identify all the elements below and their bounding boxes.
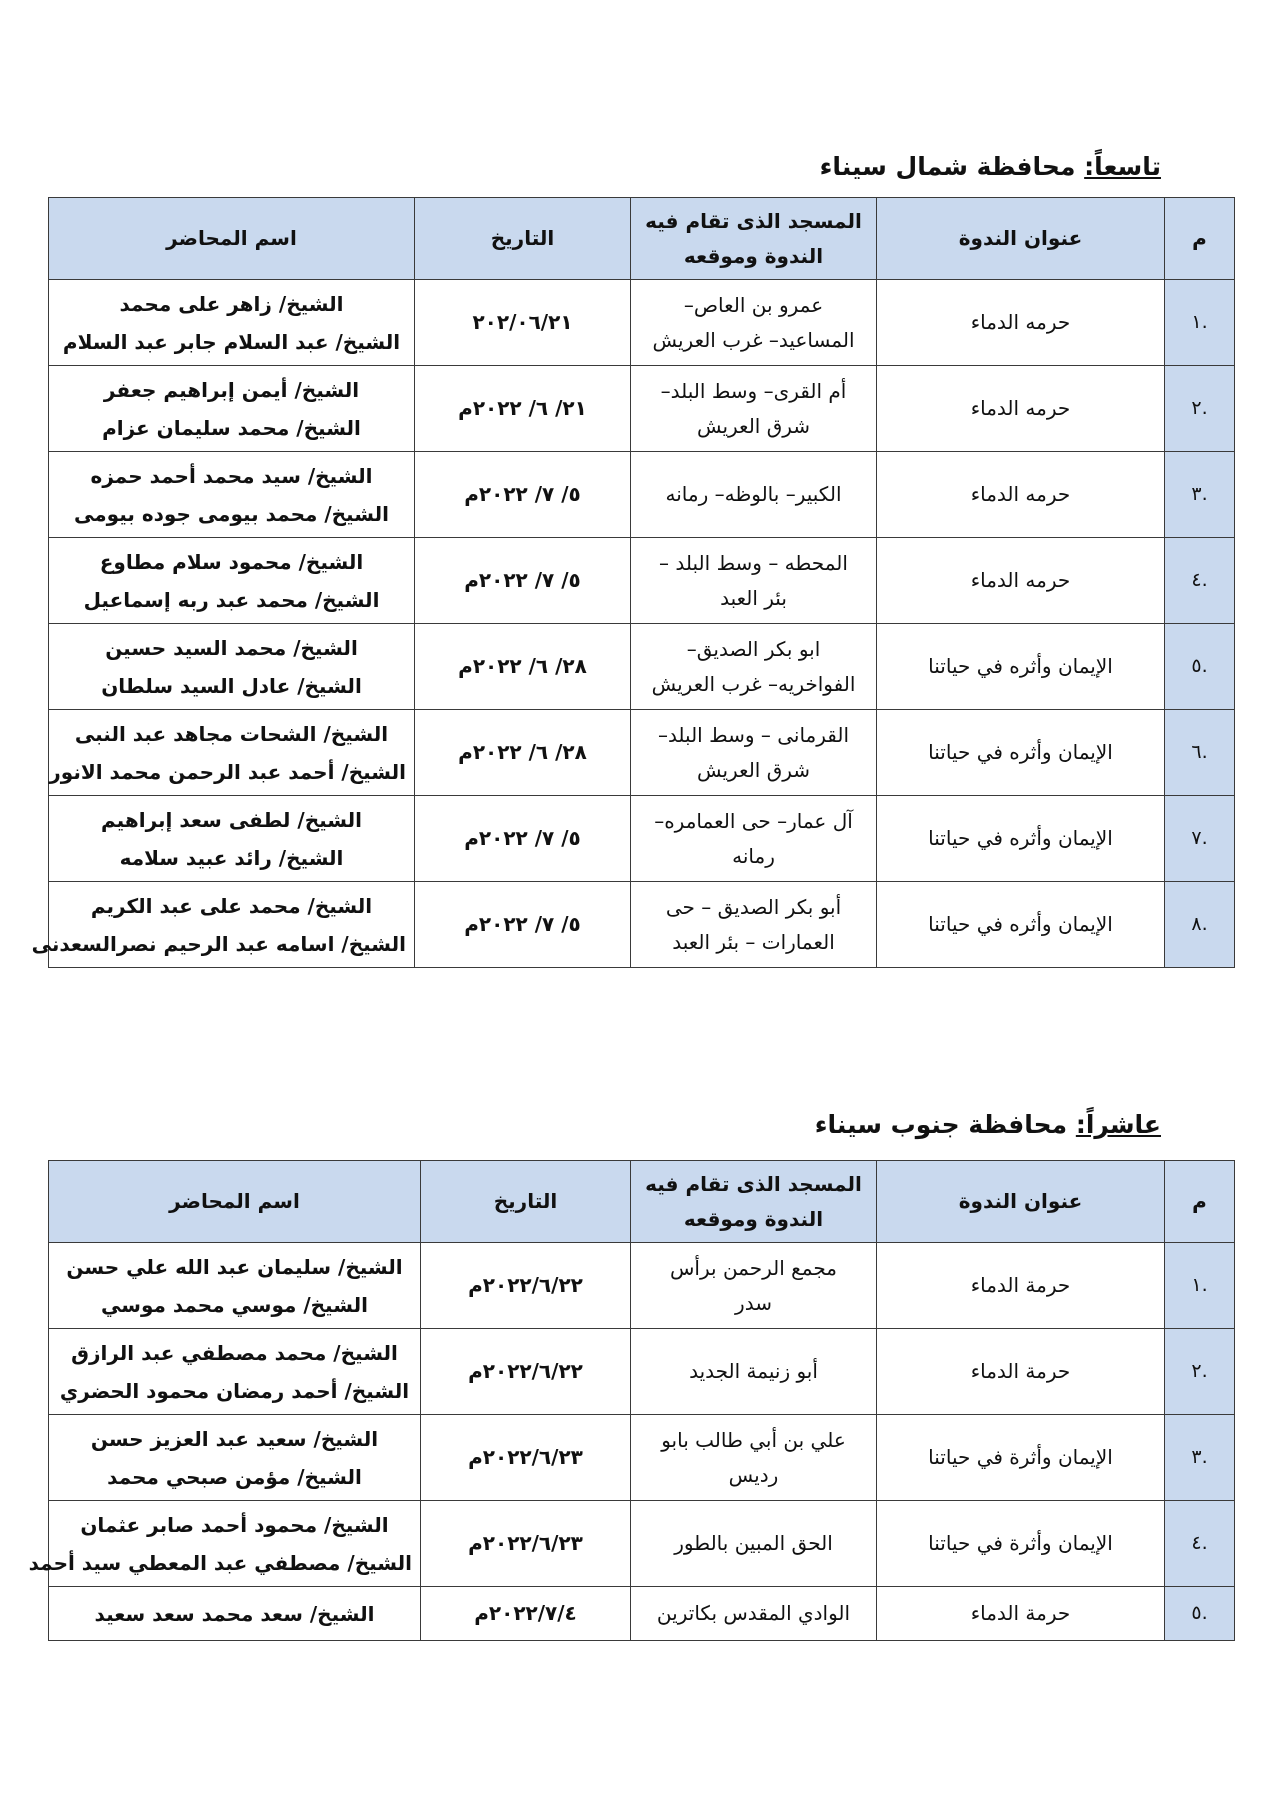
row-number: .٦ xyxy=(1165,710,1235,796)
lecturer-cell xyxy=(49,366,415,452)
lecturer-cell xyxy=(28,1501,421,1587)
mosque-line: علي بن أبي طالب بابو xyxy=(661,1427,846,1452)
north-sinai-title-text: محافظة شمال سيناء xyxy=(819,152,1076,181)
header-num: م xyxy=(1165,198,1235,280)
mosque-cell xyxy=(631,1415,877,1501)
mosque-line: آل عمار– حى العمامره– xyxy=(654,808,853,833)
lecturer-name: الشيخ/ أحمد رمضان محمود الحضري xyxy=(59,1378,410,1403)
mosque-line: شرق العريش xyxy=(696,413,811,438)
lecturer-name: الشيخ/ سعد محمد سعد سعيد xyxy=(94,1601,375,1626)
row-number: .٤ xyxy=(1165,538,1235,624)
mosque-line: الكبير– بالوظه– رمانه xyxy=(665,482,842,506)
table-row xyxy=(49,538,1235,624)
south-sinai-table xyxy=(28,1160,1235,1641)
lecturer-name: الشيخ/ أحمد عبد الرحمن محمد الانور xyxy=(49,759,406,784)
table-row xyxy=(49,366,1235,452)
south-sinai-title-ordinal: عاشراً: xyxy=(1075,1110,1161,1139)
lecturer-cell xyxy=(49,538,415,624)
south-sinai-title-text: محافظة جنوب سيناء xyxy=(814,1110,1068,1139)
mosque-line: مجمع الرحمن برأس xyxy=(670,1255,837,1280)
topic-cell: حرمة الدماء xyxy=(877,1587,1165,1641)
lecturer-cell xyxy=(49,1243,421,1329)
lecturer-name: الشيخ/ محمد على عبد الكريم xyxy=(90,893,373,918)
table-row xyxy=(49,1501,1235,1587)
date-cell: ٢٠٢٢/٦/٢٢م xyxy=(421,1243,631,1329)
row-number: .٢ xyxy=(1165,1329,1235,1415)
lecturer-name: الشيخ/ سليمان عبد الله علي حسن xyxy=(66,1254,403,1279)
lecturer-name: الشيخ/ الشحات مجاهد عبد النبى xyxy=(74,721,389,746)
mosque-line: رديس xyxy=(728,1462,779,1487)
mosque-cell xyxy=(631,882,877,968)
topic-cell: حرمة الدماء xyxy=(877,1243,1165,1329)
header-lecturer: اسم المحاضر xyxy=(49,198,415,280)
topic-cell: حرمه الدماء xyxy=(877,452,1165,538)
row-number: .٣ xyxy=(1165,452,1235,538)
lecturer-name: الشيخ/ محمود أحمد صابر عثمان xyxy=(80,1512,389,1537)
topic-cell: الإيمان وأثره في حياتنا xyxy=(877,796,1165,882)
header-date: التاريخ xyxy=(415,198,631,280)
lecturer-name: الشيخ/ زاهر على محمد xyxy=(119,291,344,316)
mosque-cell xyxy=(631,1329,877,1415)
header-mosque: المسجد الذى تقام فيه الندوة وموقعه xyxy=(631,1161,877,1243)
mosque-line: الفواخريه– غرب العريش xyxy=(651,671,856,696)
mosque-line: ابو بكر الصديق– xyxy=(686,636,821,661)
row-number: .١ xyxy=(1165,280,1235,366)
date-cell: ٥/ ٧/ ٢٠٢٢م xyxy=(415,882,631,968)
lecturer-name: الشيخ/ محمد السيد حسين xyxy=(105,635,358,660)
topic-cell: الإيمان وأثره في حياتنا xyxy=(877,882,1165,968)
lecturer-name: الشيخ/ مصطفي عبد المعطي سيد أحمد xyxy=(28,1550,412,1575)
lecturer-name: الشيخ/ محمد مصطفي عبد الرازق xyxy=(71,1340,398,1365)
lecturer-name: الشيخ/ محمد بيومى جوده بيومى xyxy=(74,501,389,526)
topic-cell: الإيمان وأثرة في حياتنا xyxy=(877,1415,1165,1501)
topic-cell: الإيمان وأثره في حياتنا xyxy=(877,624,1165,710)
mosque-cell xyxy=(631,1501,877,1587)
mosque-cell xyxy=(631,796,877,882)
topic-cell: الإيمان وأثرة في حياتنا xyxy=(877,1501,1165,1587)
table-row xyxy=(49,882,1235,968)
mosque-cell xyxy=(631,538,877,624)
row-number: .٣ xyxy=(1165,1415,1235,1501)
row-number: .٨ xyxy=(1165,882,1235,968)
topic-cell: حرمه الدماء xyxy=(877,538,1165,624)
mosque-line: الوادي المقدس بكاترين xyxy=(656,1601,851,1625)
header-date: التاريخ xyxy=(421,1161,631,1243)
mosque-line: القرمانى – وسط البلد– xyxy=(657,722,850,747)
lecturer-name: الشيخ/ عبد السلام جابر عبد السلام xyxy=(62,329,401,354)
date-cell: ٢٠٢٢/٦/٢٣م xyxy=(421,1501,631,1587)
date-cell: ٥/ ٧/ ٢٠٢٢م xyxy=(415,538,631,624)
lecturer-name: الشيخ/ سعيد عبد العزيز حسن xyxy=(90,1426,379,1451)
mosque-line: شرق العريش xyxy=(696,757,811,782)
lecturer-cell xyxy=(49,452,415,538)
date-cell: ٢٠٢٢/٦/٢٢م xyxy=(421,1329,631,1415)
date-cell: ٢٠٢٢/٦/٢٣م xyxy=(421,1415,631,1501)
south-sinai-title xyxy=(815,1110,1161,1139)
mosque-line: الحق المبين بالطور xyxy=(674,1531,833,1555)
table-header-row xyxy=(49,1161,1235,1243)
lecturer-name: الشيخ/ موسي محمد موسي xyxy=(101,1292,368,1317)
date-cell: ٥/ ٧/ ٢٠٢٢م xyxy=(415,452,631,538)
table-row xyxy=(49,710,1235,796)
date-cell: ٢١/ ٦/ ٢٠٢٢م xyxy=(415,366,631,452)
mosque-line: سدر xyxy=(735,1290,772,1315)
lecturer-cell xyxy=(49,280,415,366)
lecturer-cell xyxy=(49,710,415,796)
date-cell: ٢٠٢٢/٧/٤م xyxy=(421,1587,631,1641)
lecturer-name: الشيخ/ سيد محمد أحمد حمزه xyxy=(90,463,373,488)
date-cell: ٥/ ٧/ ٢٠٢٢م xyxy=(415,796,631,882)
north-sinai-title-ordinal: تاسعاً: xyxy=(1084,152,1161,181)
mosque-line: عمرو بن العاص– xyxy=(683,292,824,317)
table-row xyxy=(49,1587,1235,1641)
mosque-line: بئر العبد xyxy=(720,585,787,610)
header-topic: عنوان الندوة xyxy=(877,198,1165,280)
mosque-line: أبو زنيمة الجديد xyxy=(689,1359,818,1383)
topic-cell: الإيمان وأثره في حياتنا xyxy=(877,710,1165,796)
date-cell: ٢٠٢/٠٦/٢١ xyxy=(415,280,631,366)
row-number: .٥ xyxy=(1165,1587,1235,1641)
table-row xyxy=(49,796,1235,882)
table-row xyxy=(49,624,1235,710)
topic-cell: حرمه الدماء xyxy=(877,280,1165,366)
lecturer-name: الشيخ/ محمد سليمان عزام xyxy=(102,415,361,440)
mosque-line: العمارات – بئر العبد xyxy=(672,929,835,954)
mosque-line: أم القرى– وسط البلد– xyxy=(660,378,847,403)
topic-cell: حرمه الدماء xyxy=(877,366,1165,452)
row-number: .١ xyxy=(1165,1243,1235,1329)
lecturer-name: الشيخ/ محمد عبد ربه إسماعيل xyxy=(83,587,380,612)
lecturer-cell xyxy=(49,1415,421,1501)
north-sinai-title xyxy=(820,152,1161,181)
date-cell: ٢٨/ ٦/ ٢٠٢٢م xyxy=(415,710,631,796)
lecturer-name: الشيخ/ مؤمن صبحي محمد xyxy=(107,1464,362,1489)
mosque-cell xyxy=(631,1587,877,1641)
mosque-line: المساعيد– غرب العريش xyxy=(652,327,855,352)
topic-cell: حرمة الدماء xyxy=(877,1329,1165,1415)
mosque-cell xyxy=(631,452,877,538)
lecturer-name: الشيخ/ رائد عبيد سلامه xyxy=(119,845,344,870)
lecturer-name: الشيخ/ أيمن إبراهيم جعفر xyxy=(103,377,360,402)
table-row xyxy=(49,1415,1235,1501)
header-num: م xyxy=(1165,1161,1235,1243)
date-cell: ٢٨/ ٦/ ٢٠٢٢م xyxy=(415,624,631,710)
lecturer-cell xyxy=(49,624,415,710)
mosque-line: أبو بكر الصديق – حى xyxy=(665,894,842,919)
table-row xyxy=(49,280,1235,366)
mosque-cell xyxy=(631,366,877,452)
lecturer-cell xyxy=(49,1587,421,1641)
mosque-line: رمانه xyxy=(732,843,775,868)
header-lecturer: اسم المحاضر xyxy=(49,1161,421,1243)
mosque-line: المحطه – وسط البلد – xyxy=(659,550,848,575)
table-row xyxy=(49,1329,1235,1415)
lecturer-name: الشيخ/ لطفى سعد إبراهيم xyxy=(101,807,362,832)
lecturer-cell xyxy=(49,796,415,882)
mosque-cell xyxy=(631,624,877,710)
mosque-cell xyxy=(631,1243,877,1329)
lecturer-name: الشيخ/ اسامه عبد الرحيم نصرالسعدنى xyxy=(31,931,406,956)
table-header-row xyxy=(49,198,1235,280)
lecturer-name: الشيخ/ عادل السيد سلطان xyxy=(101,673,362,698)
lecturer-cell xyxy=(49,1329,421,1415)
lecturer-name: الشيخ/ محمود سلام مطاوع xyxy=(99,549,364,574)
row-number: .٥ xyxy=(1165,624,1235,710)
north-sinai-table xyxy=(31,197,1235,968)
header-topic: عنوان الندوة xyxy=(877,1161,1165,1243)
mosque-cell xyxy=(631,280,877,366)
row-number: .٢ xyxy=(1165,366,1235,452)
table-row xyxy=(49,452,1235,538)
row-number: .٤ xyxy=(1165,1501,1235,1587)
row-number: .٧ xyxy=(1165,796,1235,882)
mosque-cell xyxy=(631,710,877,796)
header-mosque: المسجد الذى تقام فيه الندوة وموقعه xyxy=(631,198,877,280)
table-row xyxy=(49,1243,1235,1329)
lecturer-cell xyxy=(31,882,415,968)
